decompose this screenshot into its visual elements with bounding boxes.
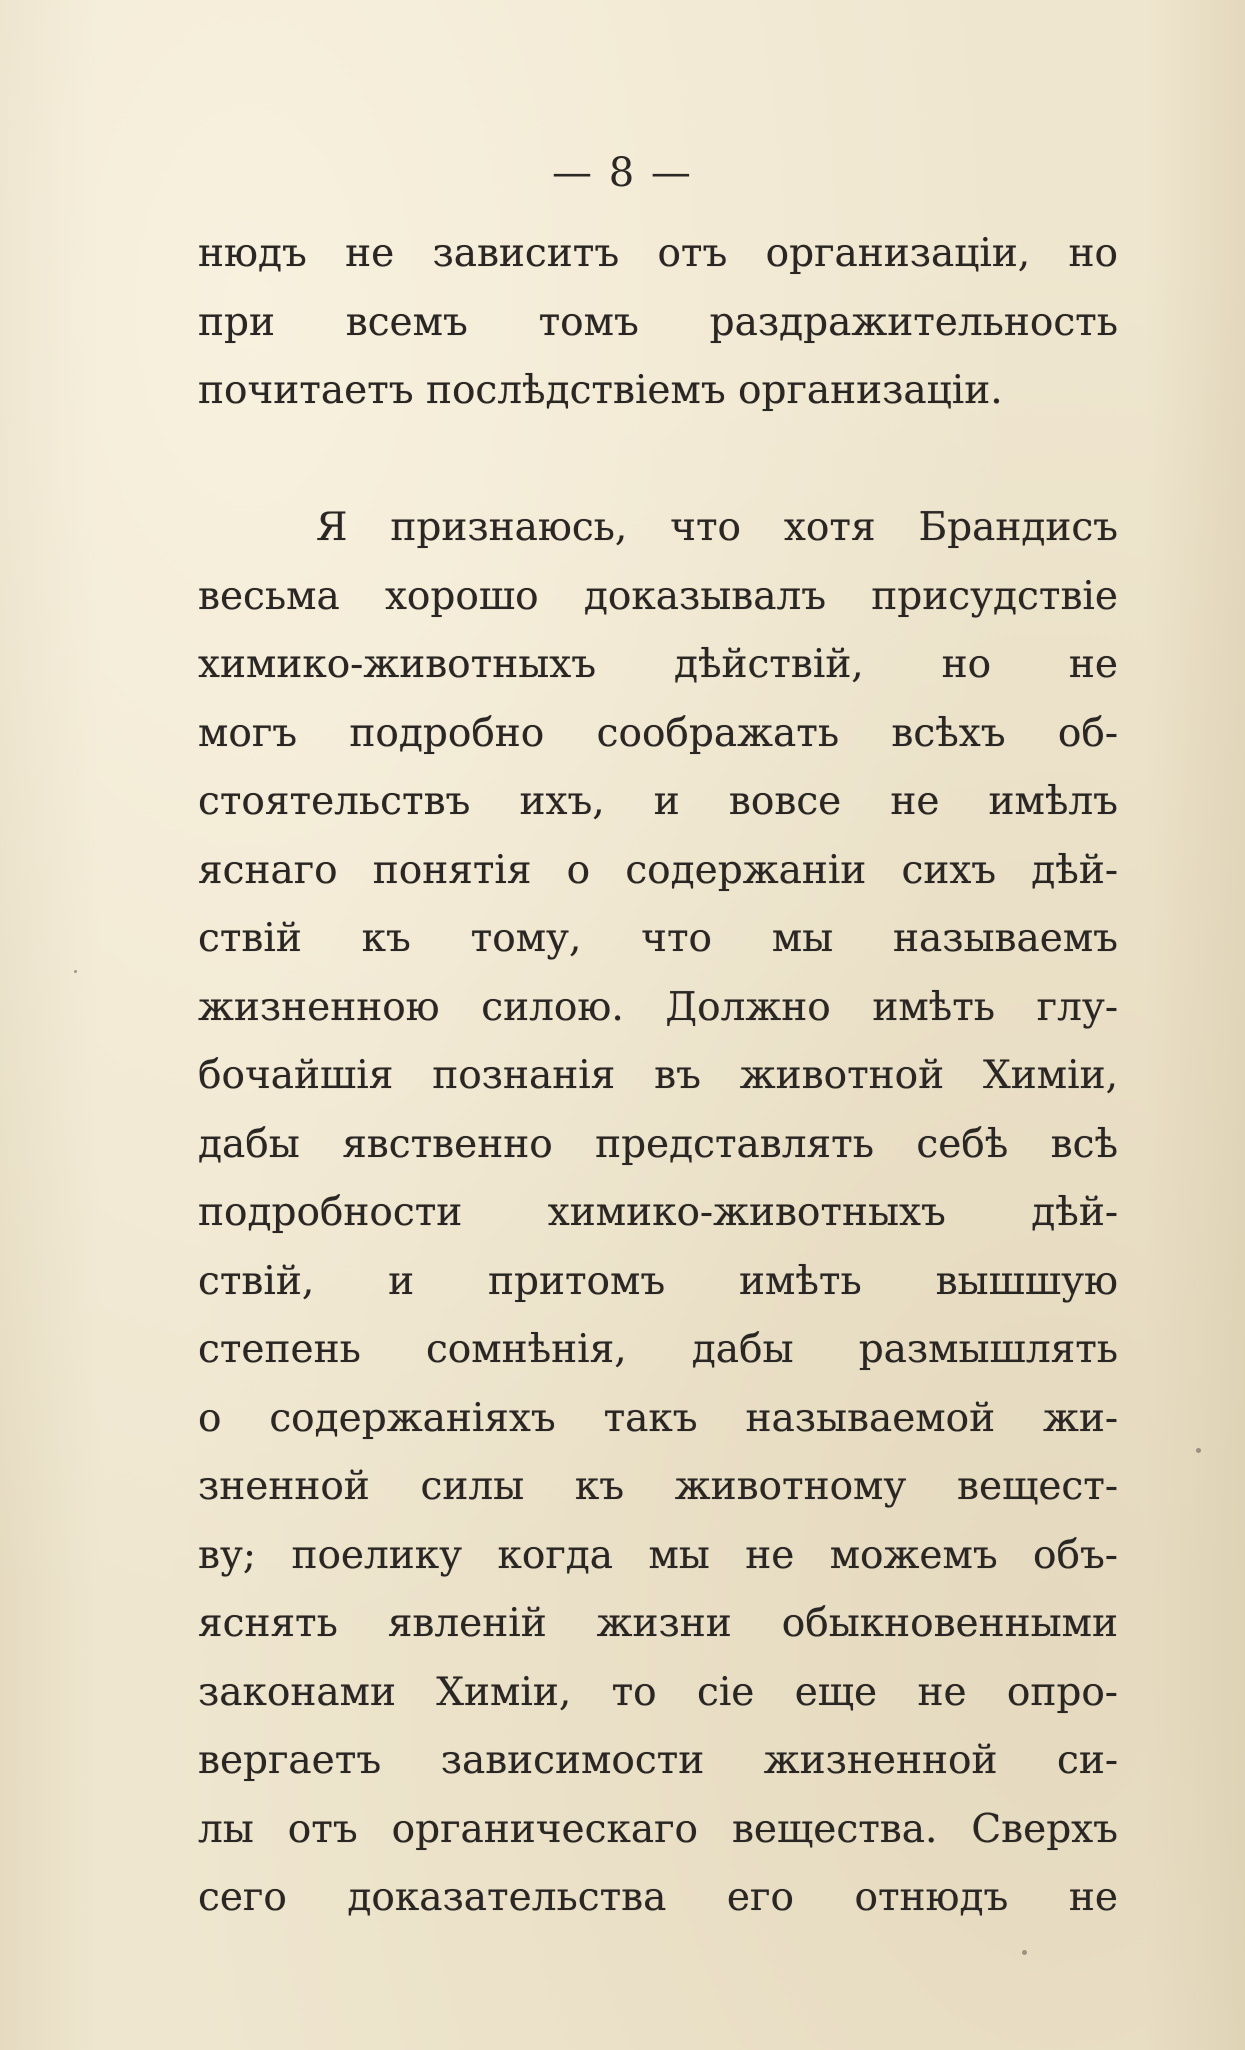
text-line: ствій къ тому, что мы называемъ	[198, 916, 1118, 961]
text-line: сего доказательства его отнюдъ не	[198, 1875, 1118, 1920]
text-line: подробности химико-животныхъ дѣй-	[198, 1190, 1118, 1235]
text-line: яснять явленій жизни обыкновенными	[198, 1601, 1118, 1646]
text-line: химико-животныхъ дѣйствій, но не	[198, 642, 1118, 687]
text-line: жизненною силою. Должно имѣть глу-	[198, 984, 1118, 1030]
text-line: могъ подробно соображать всѣхъ об-	[198, 710, 1118, 756]
text-line: нюдъ не зависитъ отъ организаціи, но	[198, 231, 1118, 276]
text-line: степень сомнѣнія, дабы размышлять	[198, 1327, 1118, 1372]
text-line: стоятельствъ ихъ, и вовсе не имѣлъ	[198, 779, 1118, 824]
text-line: лы отъ органическаго вещества. Сверхъ	[198, 1806, 1118, 1852]
paper-speck	[1196, 1448, 1201, 1453]
text-line: зненной силы къ животному вещест-	[198, 1464, 1118, 1509]
text-line: яснаго понятія о содержаніи сихъ дѣй-	[198, 847, 1118, 893]
paragraph-continuation	[198, 220, 1118, 426]
paragraph-main	[198, 494, 1118, 1933]
text-line: почитаетъ послѣдствіемъ организаціи.	[198, 368, 1003, 413]
text-line: при всемъ томъ раздражительность	[198, 299, 1118, 345]
text-line: дабы явственно представлять себѣ всѣ	[198, 1121, 1118, 1167]
text-body	[198, 220, 1118, 1933]
text-line: ву; поелику когда мы не можемъ объ-	[198, 1532, 1118, 1578]
text-line: бочайшія познанія въ животной Химіи,	[198, 1053, 1118, 1098]
paragraph-gap	[198, 426, 1118, 495]
text-line: о содержаніяхъ такъ называемой жи-	[198, 1395, 1118, 1441]
page-number: — 8 —	[552, 150, 693, 196]
paper-speck	[1022, 1950, 1027, 1955]
text-line: законами Химіи, то сіе еще не опро-	[198, 1669, 1118, 1715]
text-line: вергаетъ зависимости жизненной си-	[198, 1738, 1118, 1783]
text-line: Я признаюсь, что хотя Брандисъ	[316, 505, 1118, 550]
text-line: весьма хорошо доказывалъ присудствіе	[198, 573, 1118, 619]
paper-speck	[74, 970, 77, 973]
text-line: ствій, и притомъ имѣть вышшую	[198, 1258, 1118, 1304]
